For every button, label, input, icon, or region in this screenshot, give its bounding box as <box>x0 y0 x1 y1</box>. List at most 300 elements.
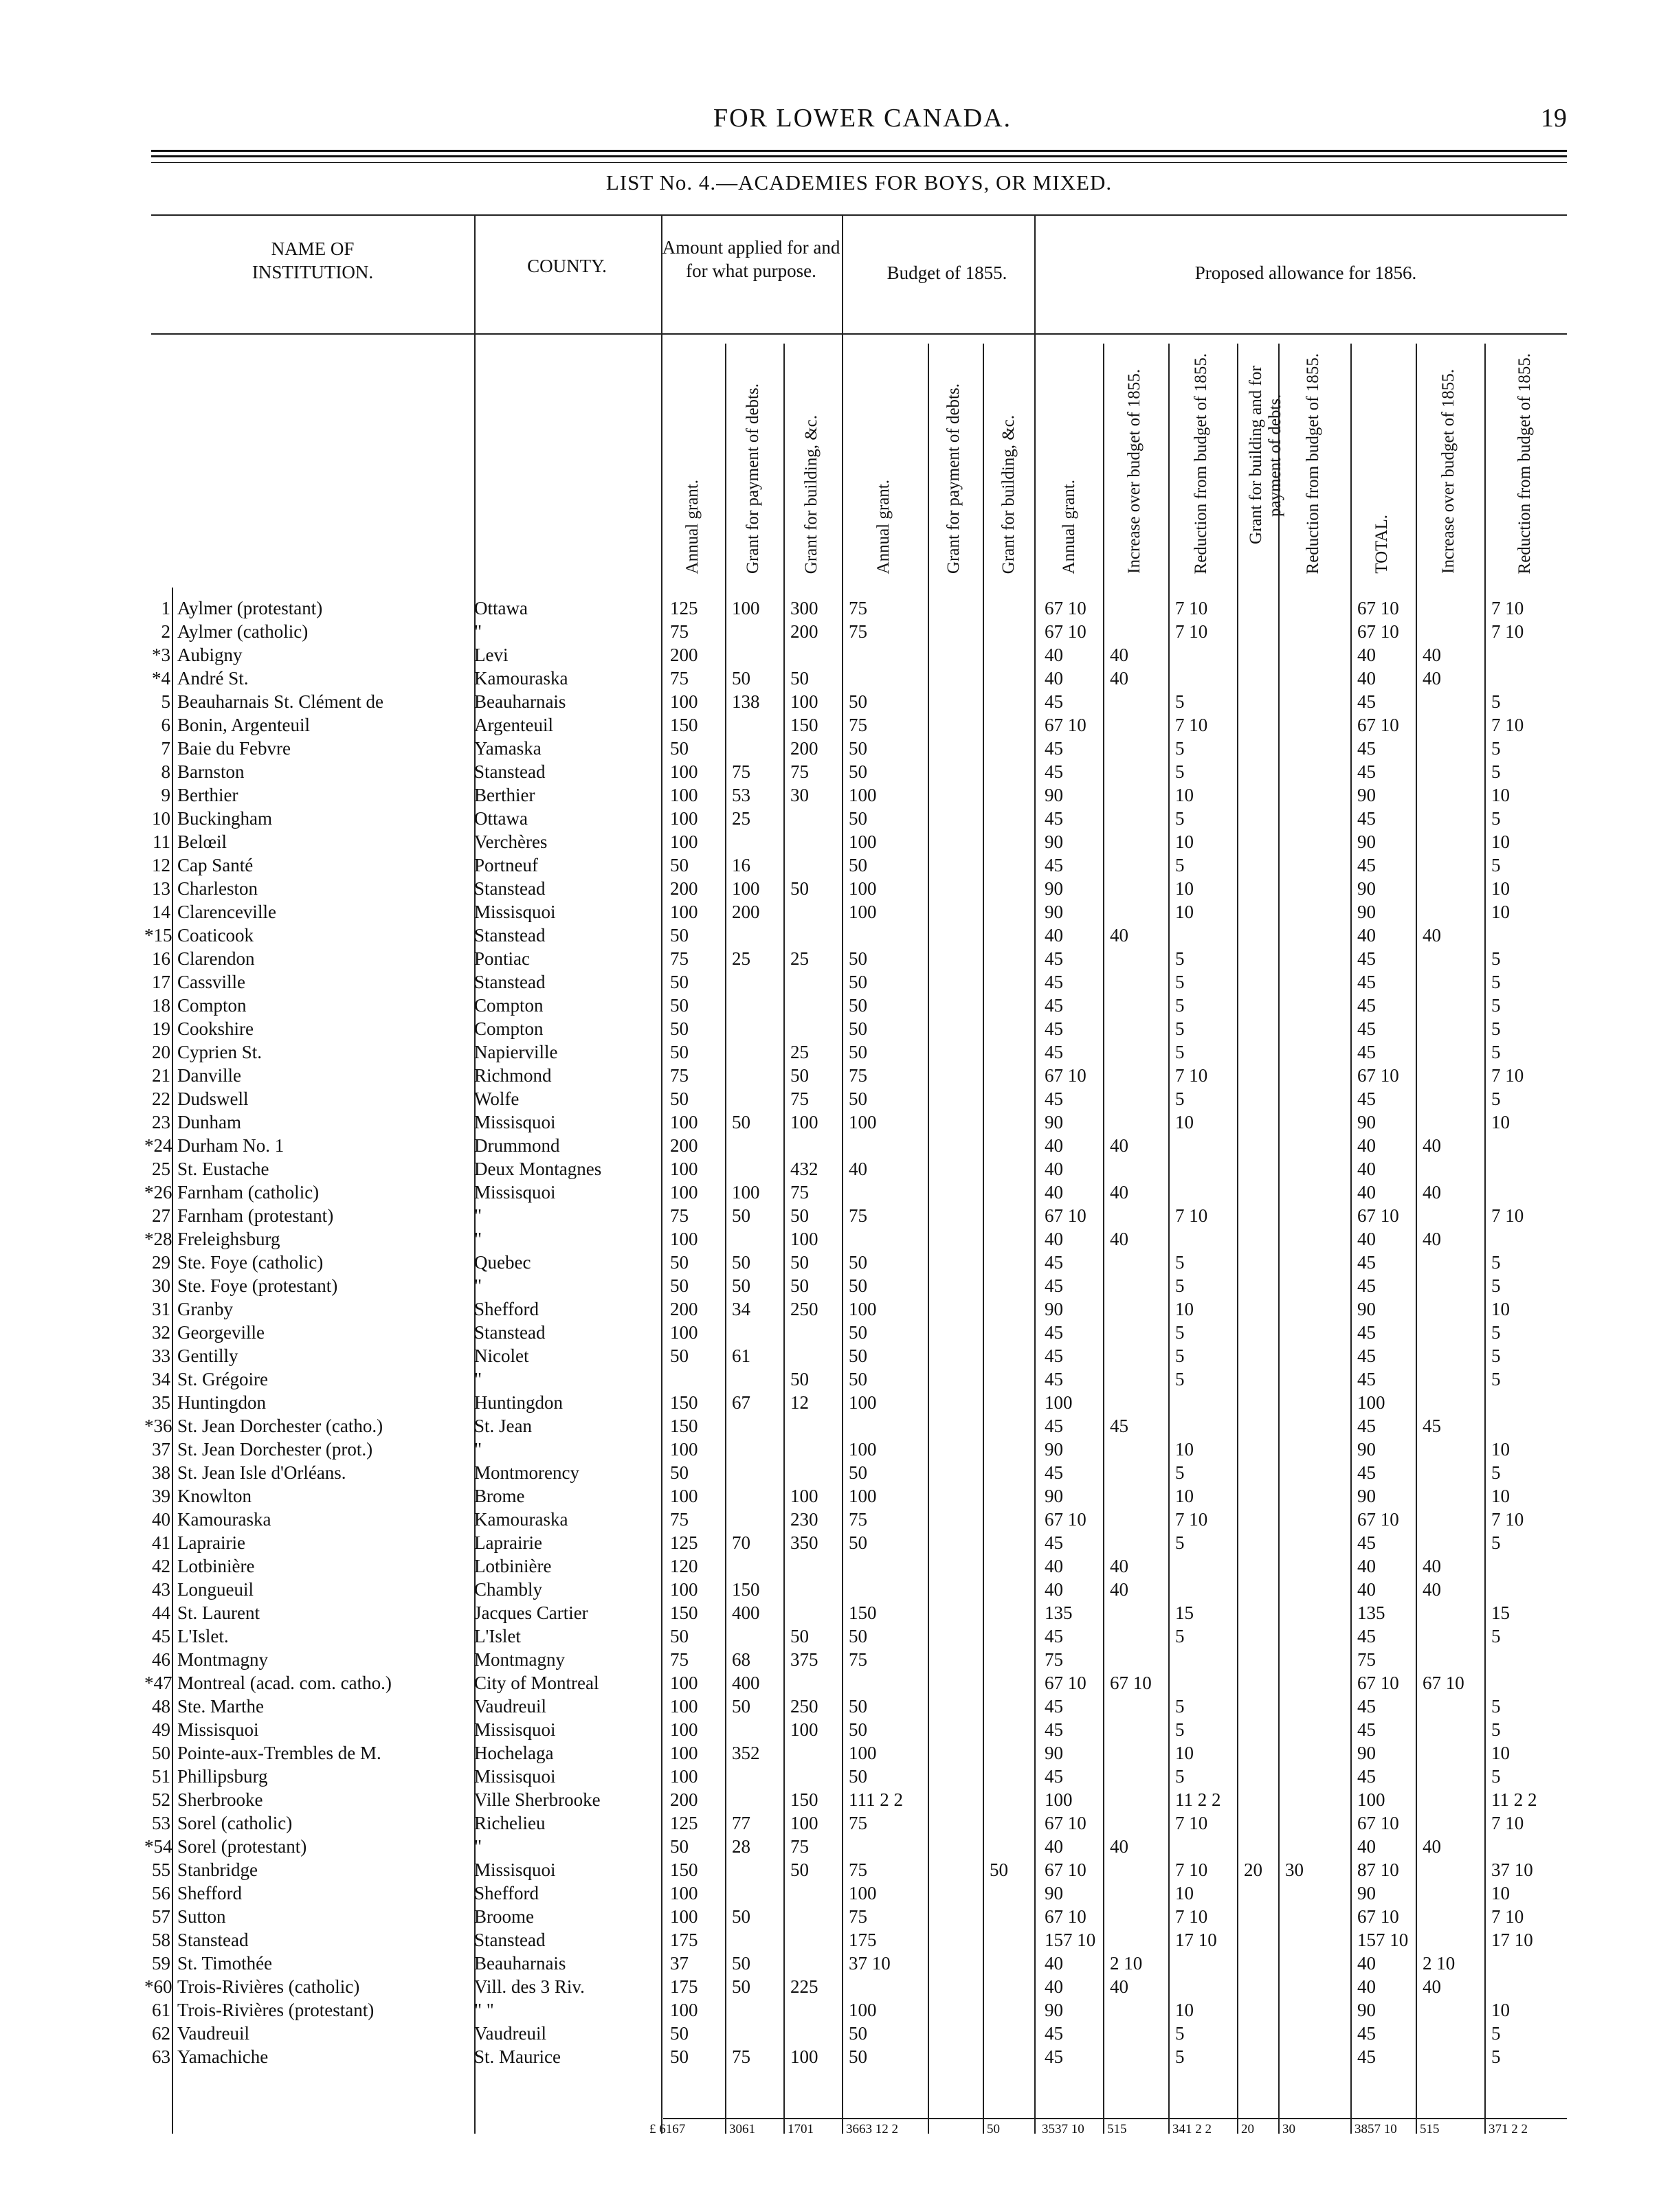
institution-name: Phillipsburg <box>177 1766 268 1787</box>
row-number: 35 <box>152 1392 170 1413</box>
institution-name: Dunham <box>177 1112 241 1132</box>
institution-name: Sorel (protestant) <box>177 1836 307 1857</box>
cell-value: 150 <box>670 1602 698 1623</box>
cell-value: 28 <box>732 1836 750 1857</box>
cell-value: 300 <box>790 598 818 618</box>
county-name: Kamouraska <box>474 668 568 689</box>
cell-value: 135 <box>1045 1602 1073 1623</box>
cell-value: 45 <box>1357 1719 1376 1740</box>
cell-value: 75 <box>849 621 867 642</box>
cell-value: 30 <box>1285 1859 1304 1880</box>
subheader-cell <box>725 337 782 574</box>
cell-value: 40 <box>1110 645 1128 665</box>
total-value: 30 <box>1282 2122 1295 2136</box>
cell-value: 50 <box>670 1345 689 1366</box>
county-name: Montmorency <box>474 1462 579 1483</box>
institution-name: Trois-Rivières (catholic) <box>177 1976 360 1997</box>
institution-name: Yamachiche <box>177 2046 269 2067</box>
cell-value: 45 <box>1357 1696 1376 1717</box>
cell-value: 40 <box>1045 1836 1063 1857</box>
institution-name: St. Jean Dorchester (catho.) <box>177 1416 383 1436</box>
cell-value: 40 <box>1357 1135 1376 1156</box>
institution-name: St. Eustache <box>177 1159 269 1179</box>
cell-value: 67 10 <box>1110 1673 1152 1693</box>
institution-name: Cyprien St. <box>177 1042 263 1062</box>
table-row <box>0 1064 1661 1087</box>
cell-value: 5 <box>1491 1719 1501 1740</box>
county-name: Broome <box>474 1906 534 1927</box>
cell-value: 2 10 <box>1110 1953 1143 1974</box>
total-value: £ 6167 <box>649 2122 686 2136</box>
cell-value: 5 <box>1491 1626 1501 1646</box>
institution-name: Georgeville <box>177 1322 265 1343</box>
cell-value: 10 <box>1175 785 1194 805</box>
cell-value: 50 <box>849 1018 867 1039</box>
total-value: 3061 <box>729 2122 755 2136</box>
cell-value: 5 <box>1491 738 1501 759</box>
cell-value: 50 <box>670 2046 689 2067</box>
cell-value: 75 <box>849 1859 867 1880</box>
row-number: 58 <box>152 1930 170 1950</box>
cell-value: 40 <box>849 1159 867 1179</box>
row-number: 53 <box>152 1813 170 1833</box>
cell-value: 90 <box>1357 1299 1376 1319</box>
cell-value: 40 <box>1357 645 1376 665</box>
cell-value: 75 <box>790 1182 809 1203</box>
cell-value: 90 <box>1045 1439 1063 1460</box>
county-name: Wolfe <box>474 1088 520 1109</box>
list-title: LIST No. 4.—ACADEMIES FOR BOYS, OR MIXED. <box>605 170 1113 194</box>
table-row <box>0 947 1661 970</box>
cell-value: 5 <box>1491 1322 1501 1343</box>
cell-value: 45 <box>1045 1345 1063 1366</box>
cell-value: 10 <box>1175 878 1194 899</box>
cell-value: 200 <box>732 902 760 922</box>
institution-name: Clarendon <box>177 948 255 969</box>
institution-name: St. Timothée <box>177 1953 273 1974</box>
rule <box>151 155 1567 157</box>
cell-value: 45 <box>1045 2046 1063 2067</box>
cell-value: 400 <box>732 1673 760 1693</box>
cell-value: 200 <box>670 1789 698 1810</box>
cell-value: 45 <box>1357 1416 1376 1436</box>
county-name: Chambly <box>474 1579 542 1600</box>
cell-value: 200 <box>670 1299 698 1319</box>
cell-value: 5 <box>1175 1322 1185 1343</box>
cell-value: 45 <box>1045 1018 1063 1039</box>
row-number: 10 <box>152 808 170 829</box>
cell-value: 53 <box>732 785 750 805</box>
row-number: 43 <box>152 1579 170 1600</box>
table-row <box>0 1017 1661 1040</box>
cell-value: 125 <box>670 1813 698 1833</box>
table-row <box>0 1134 1661 1157</box>
cell-value: 100 <box>670 831 698 852</box>
cell-value: 5 <box>1175 1088 1185 1109</box>
county-name: " <box>474 1275 482 1296</box>
subheader-cell <box>983 337 1036 574</box>
cell-value: 25 <box>790 1042 809 1062</box>
cell-value: 50 <box>849 972 867 992</box>
row-number: 38 <box>152 1462 170 1483</box>
cell-value: 7 10 <box>1491 1509 1524 1530</box>
cell-value: 90 <box>1045 2000 1063 2020</box>
cell-value: 10 <box>1491 1486 1510 1506</box>
county-name: St. Jean <box>474 1416 532 1436</box>
cell-value: 100 <box>849 1112 877 1132</box>
cell-value: 50 <box>849 1462 867 1483</box>
row-number: 1 <box>161 598 170 618</box>
cell-value: 125 <box>670 598 698 618</box>
table-row <box>0 1484 1661 1508</box>
table-row <box>0 1952 1661 1975</box>
cell-value: 5 <box>1491 1275 1501 1296</box>
cell-value: 75 <box>670 1649 689 1670</box>
cell-value: 90 <box>1045 902 1063 922</box>
cell-value: 5 <box>1175 761 1185 782</box>
cell-value: 67 10 <box>1357 715 1399 735</box>
cell-value: 50 <box>790 1205 809 1226</box>
rule <box>663 2118 1567 2119</box>
subheader-cell <box>1168 337 1236 574</box>
cell-value: 135 <box>1357 1602 1385 1623</box>
subheader-cell <box>1278 337 1349 574</box>
county-name: " <box>474 1229 482 1249</box>
cell-value: 40 <box>1110 1836 1128 1857</box>
cell-value: 100 <box>670 1719 698 1740</box>
cell-value: 7 10 <box>1491 1906 1524 1927</box>
subheader-cell <box>783 337 840 574</box>
table-row <box>0 1321 1661 1344</box>
cell-value: 50 <box>732 1112 750 1132</box>
cell-value: 432 <box>790 1159 818 1179</box>
cell-value: 15 <box>1491 1602 1510 1623</box>
institution-name: Sorel (catholic) <box>177 1813 293 1833</box>
cell-value: 150 <box>790 1789 818 1810</box>
institution-name: Charleston <box>177 878 258 899</box>
cell-value: 45 <box>1423 1416 1441 1436</box>
cell-value: 5 <box>1491 948 1501 969</box>
cell-value: 100 <box>849 1743 877 1763</box>
table-row <box>0 1858 1661 1881</box>
total-value: 3537 10 <box>1042 2122 1084 2136</box>
total-value: 371 2 2 <box>1489 2122 1528 2136</box>
cell-value: 40 <box>1423 668 1441 689</box>
row-number: *24 <box>144 1135 172 1156</box>
subheader-label: Grant for building, &c. <box>999 414 1018 574</box>
county-name: Lotbinière <box>474 1556 552 1576</box>
table-row <box>0 1835 1661 1858</box>
cell-value: 40 <box>1045 1159 1063 1179</box>
row-number: 30 <box>152 1275 170 1296</box>
row-number: 46 <box>152 1649 170 1670</box>
county-name: " " <box>474 2000 494 2020</box>
cell-value: 75 <box>670 621 689 642</box>
cell-value: 50 <box>732 1696 750 1717</box>
cell-value: 50 <box>849 995 867 1016</box>
cell-value: 7 10 <box>1175 1906 1208 1927</box>
row-number: 40 <box>152 1509 170 1530</box>
cell-value: 100 <box>849 1883 877 1903</box>
cell-value: 67 10 <box>1357 1813 1399 1833</box>
cell-value: 45 <box>1357 1322 1376 1343</box>
county-name: Stanstead <box>474 761 546 782</box>
county-name: " <box>474 1369 482 1389</box>
cell-value: 230 <box>790 1509 818 1530</box>
table-row <box>0 1765 1661 1788</box>
table-row <box>0 667 1661 690</box>
cell-value: 10 <box>1175 1883 1194 1903</box>
cell-value: 40 <box>1357 1182 1376 1203</box>
cell-value: 150 <box>670 1392 698 1413</box>
cell-value: 100 <box>732 1182 760 1203</box>
cell-value: 45 <box>1045 1416 1063 1436</box>
county-name: Yamaska <box>474 738 542 759</box>
cell-value: 90 <box>1045 878 1063 899</box>
row-number: *60 <box>144 1976 172 1997</box>
institution-name: L'Islet. <box>177 1626 229 1646</box>
cell-value: 67 10 <box>1045 1859 1086 1880</box>
institution-name: Farnham (protestant) <box>177 1205 334 1226</box>
cell-value: 50 <box>849 1626 867 1646</box>
cell-value: 40 <box>1357 1976 1376 1997</box>
cell-value: 5 <box>1175 855 1185 875</box>
page-number: 19 <box>1541 104 1567 133</box>
cell-value: 5 <box>1175 2046 1185 2067</box>
cell-value: 100 <box>670 761 698 782</box>
row-number: 12 <box>152 855 170 875</box>
cell-value: 7 10 <box>1175 1859 1208 1880</box>
county-name: Ottawa <box>474 808 528 829</box>
subheader-cell <box>1416 337 1483 574</box>
cell-value: 50 <box>790 1252 809 1273</box>
cell-value: 7 10 <box>1175 598 1208 618</box>
cell-value: 25 <box>732 948 750 969</box>
cell-value: 100 <box>849 1486 877 1506</box>
cell-value: 40 <box>1357 1229 1376 1249</box>
cell-value: 12 <box>790 1392 809 1413</box>
cell-value: 5 <box>1491 1042 1501 1062</box>
cell-value: 157 10 <box>1045 1930 1096 1950</box>
cell-value: 45 <box>1357 691 1376 712</box>
cell-value: 25 <box>732 808 750 829</box>
cell-value: 45 <box>1357 1369 1376 1389</box>
cell-value: 40 <box>1423 1556 1441 1576</box>
institution-name: Berthier <box>177 785 238 805</box>
cell-value: 45 <box>1357 1252 1376 1273</box>
county-name: Berthier <box>474 785 535 805</box>
institution-name: St. Grégoire <box>177 1369 268 1389</box>
institution-name: Pointe-aux-Trembles de M. <box>177 1743 381 1763</box>
cell-value: 90 <box>1357 1486 1376 1506</box>
cell-value: 5 <box>1175 948 1185 969</box>
row-number: *36 <box>144 1416 172 1436</box>
table-row <box>0 1181 1661 1204</box>
cell-value: 150 <box>670 1859 698 1880</box>
county-name: L'Islet <box>474 1626 521 1646</box>
cell-value: 100 <box>670 1112 698 1132</box>
county-name: Richmond <box>474 1065 552 1086</box>
institution-name: Compton <box>177 995 247 1016</box>
county-name: " <box>474 1205 482 1226</box>
row-number: 61 <box>152 2000 170 2020</box>
cell-value: 5 <box>1491 1766 1501 1787</box>
cell-value: 50 <box>670 1275 689 1296</box>
institution-name: Dudswell <box>177 1088 249 1109</box>
institution-name: Longueuil <box>177 1579 254 1600</box>
cell-value: 100 <box>1045 1789 1073 1810</box>
county-name: Stanstead <box>474 1930 546 1950</box>
cell-value: 45 <box>1045 1322 1063 1343</box>
table-row <box>0 737 1661 760</box>
cell-value: 90 <box>1357 902 1376 922</box>
cell-value: 50 <box>670 1042 689 1062</box>
row-number: *54 <box>144 1836 172 1857</box>
row-number: 39 <box>152 1486 170 1506</box>
table-row <box>0 1881 1661 1905</box>
cell-value: 100 <box>670 902 698 922</box>
cell-value: 67 10 <box>1045 1065 1086 1086</box>
cell-value: 100 <box>849 2000 877 2020</box>
institution-name: St. Jean Dorchester (prot.) <box>177 1439 373 1460</box>
cell-value: 50 <box>849 1042 867 1062</box>
cell-value: 175 <box>670 1976 698 1997</box>
cell-value: 90 <box>1357 785 1376 805</box>
cell-value: 40 <box>1423 645 1441 665</box>
row-number: 7 <box>161 738 170 759</box>
institution-name: Bonin, Argenteuil <box>177 715 310 735</box>
cell-value: 150 <box>790 715 818 735</box>
cell-value: 5 <box>1175 995 1185 1016</box>
institution-name: Gentilly <box>177 1345 238 1366</box>
cell-value: 7 10 <box>1491 1065 1524 1086</box>
institution-name: Aubigny <box>177 645 243 665</box>
cell-value: 5 <box>1491 1088 1501 1109</box>
cell-value: 90 <box>1045 1112 1063 1132</box>
cell-value: 50 <box>849 1275 867 1296</box>
row-number: 5 <box>161 691 170 712</box>
cell-value: 17 10 <box>1491 1930 1533 1950</box>
cell-value: 45 <box>1045 1626 1063 1646</box>
institution-name: Aylmer (catholic) <box>177 621 309 642</box>
cell-value: 100 <box>790 1112 818 1132</box>
cell-value: 40 <box>1045 668 1063 689</box>
cell-value: 40 <box>1045 1579 1063 1600</box>
table-row <box>0 1227 1661 1251</box>
cell-value: 45 <box>1045 1719 1063 1740</box>
cell-value: 7 10 <box>1491 598 1524 618</box>
institution-name: Stanbridge <box>177 1859 258 1880</box>
cell-value: 5 <box>1175 1462 1185 1483</box>
row-number: 22 <box>152 1088 170 1109</box>
total-value: 50 <box>987 2122 1000 2136</box>
row-number: 14 <box>152 902 170 922</box>
institution-name: Sutton <box>177 1906 226 1927</box>
table-row <box>0 1601 1661 1624</box>
county-name: Kamouraska <box>474 1509 568 1530</box>
cell-value: 40 <box>1045 1229 1063 1249</box>
county-name: Jacques Cartier <box>474 1602 588 1623</box>
cell-value: 45 <box>1357 1088 1376 1109</box>
row-number: 45 <box>152 1626 170 1646</box>
row-number: 18 <box>152 995 170 1016</box>
county-name: Stanstead <box>474 925 546 946</box>
institution-name: Coaticook <box>177 925 254 946</box>
county-name: Huntingdon <box>474 1392 564 1413</box>
cell-value: 40 <box>1357 1556 1376 1576</box>
cell-value: 5 <box>1491 972 1501 992</box>
table-row <box>0 1110 1661 1134</box>
cell-value: 40 <box>1357 925 1376 946</box>
cell-value: 45 <box>1045 2023 1063 2044</box>
cell-value: 45 <box>1357 1532 1376 1553</box>
cell-value: 40 <box>1110 668 1128 689</box>
cell-value: 40 <box>1045 1135 1063 1156</box>
cell-value: 100 <box>670 1696 698 1717</box>
cell-value: 7 10 <box>1175 621 1208 642</box>
cell-value: 100 <box>670 1743 698 1763</box>
institution-name: Aylmer (protestant) <box>177 598 323 618</box>
institution-name: Laprairie <box>177 1532 245 1553</box>
county-name: Missisquoi <box>474 1112 556 1132</box>
cell-value: 5 <box>1491 1252 1501 1273</box>
cell-value: 20 <box>1244 1859 1262 1880</box>
subheader-label: Annual grant. <box>1059 479 1078 574</box>
cell-value: 100 <box>732 598 760 618</box>
county-name: Ville Sherbrooke <box>474 1789 601 1810</box>
subheader-label: Grant for building, &c. <box>801 414 821 574</box>
cell-value: 5 <box>1175 1275 1185 1296</box>
county-name: " <box>474 1439 482 1460</box>
cell-value: 250 <box>790 1299 818 1319</box>
county-name: Brome <box>474 1486 525 1506</box>
cell-value: 100 <box>670 1159 698 1179</box>
cell-value: 40 <box>1110 1579 1128 1600</box>
col-applied-header: Amount applied for and for what purpose. <box>662 237 840 281</box>
row-number: 41 <box>152 1532 170 1553</box>
institution-name: Knowlton <box>177 1486 252 1506</box>
cell-value: 67 10 <box>1357 598 1399 618</box>
table-row <box>0 620 1661 643</box>
cell-value: 40 <box>1357 1159 1376 1179</box>
cell-value: 45 <box>1045 738 1063 759</box>
cell-value: 40 <box>1110 1229 1128 1249</box>
cell-value: 40 <box>1423 1182 1441 1203</box>
cell-value: 67 10 <box>1045 1509 1086 1530</box>
cell-value: 11 2 2 <box>1175 1789 1221 1810</box>
cell-value: 50 <box>849 1322 867 1343</box>
cell-value: 67 10 <box>1357 1906 1399 1927</box>
cell-value: 50 <box>849 855 867 875</box>
cell-value: 50 <box>732 1275 750 1296</box>
cell-value: 45 <box>1357 808 1376 829</box>
cell-value: 75 <box>849 1649 867 1670</box>
cell-value: 45 <box>1357 738 1376 759</box>
cell-value: 100 <box>670 1182 698 1203</box>
cell-value: 40 <box>1357 1836 1376 1857</box>
county-name: Hochelaga <box>474 1743 554 1763</box>
cell-value: 75 <box>849 1509 867 1530</box>
cell-value: 100 <box>670 691 698 712</box>
row-number: 62 <box>152 2023 170 2044</box>
cell-value: 100 <box>670 808 698 829</box>
row-number: *4 <box>152 668 170 689</box>
row-number: 37 <box>152 1439 170 1460</box>
table-row <box>0 1508 1661 1531</box>
table-row <box>0 1718 1661 1741</box>
county-name: Compton <box>474 1018 544 1039</box>
table-row <box>0 1204 1661 1227</box>
